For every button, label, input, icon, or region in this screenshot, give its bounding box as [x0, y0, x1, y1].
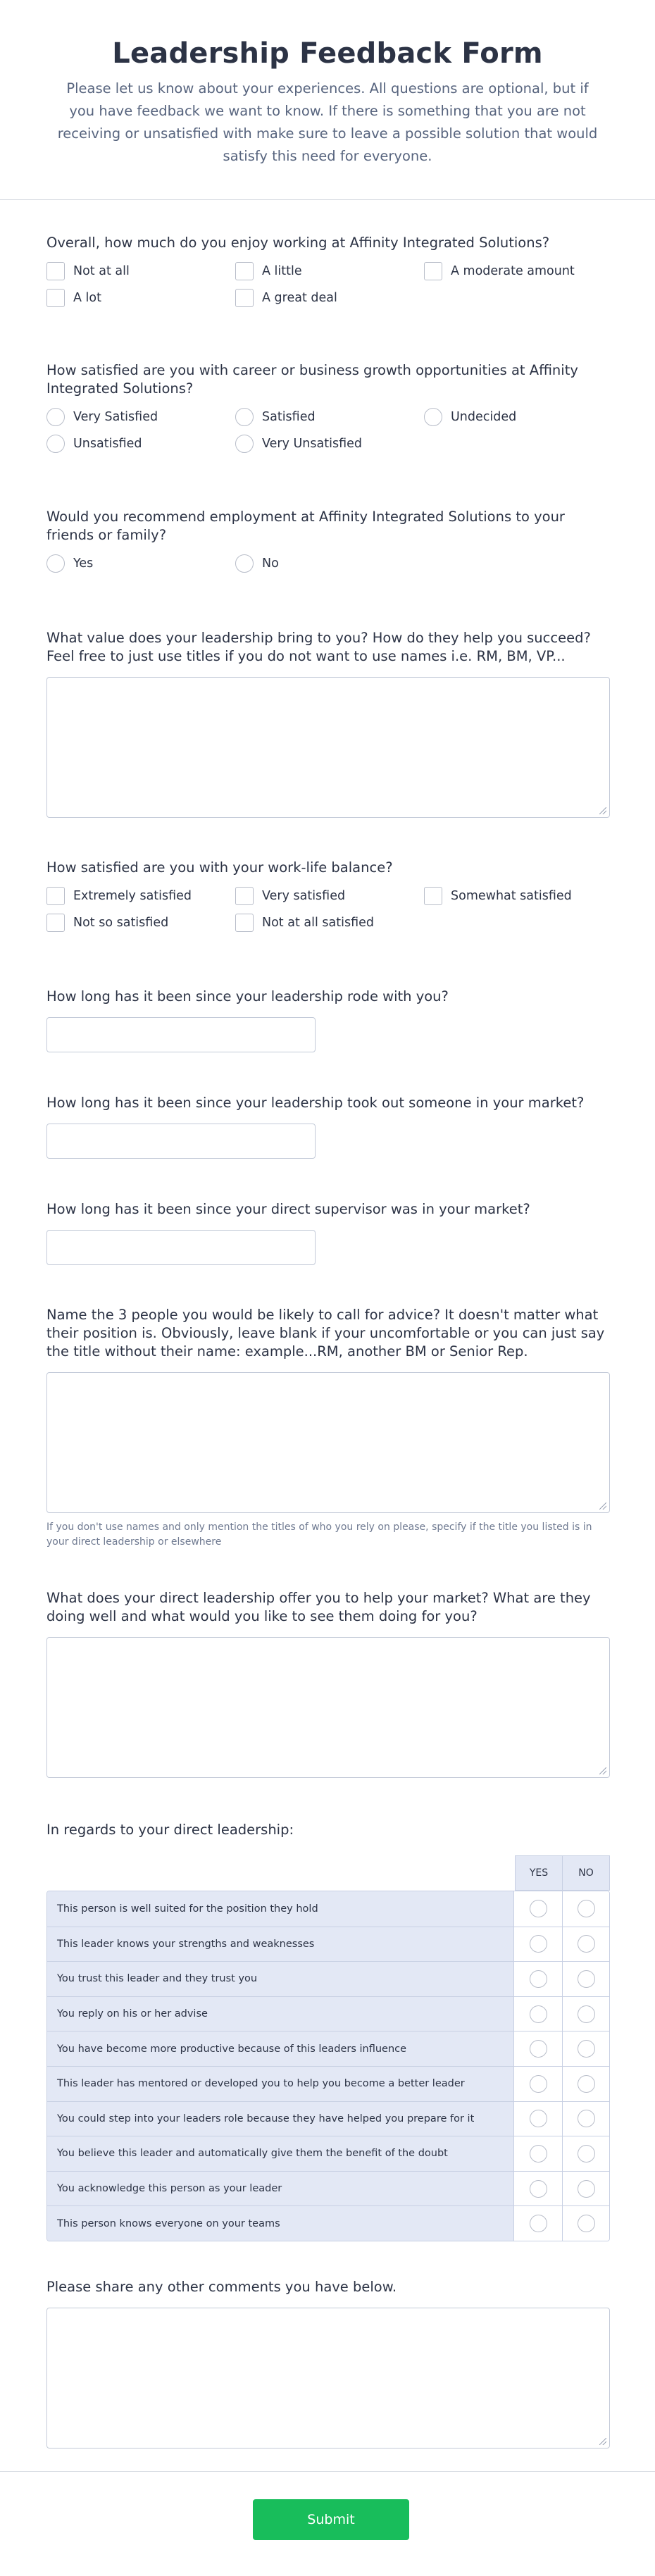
matrix-row	[47, 2101, 609, 2136]
radio[interactable]	[424, 408, 442, 426]
checkbox[interactable]	[46, 887, 65, 905]
no-cell[interactable]	[562, 2172, 609, 2206]
radio-group	[46, 408, 610, 453]
column-yes: YES	[515, 1855, 563, 1891]
yes-cell[interactable]	[514, 1997, 562, 2031]
column-no: NO	[563, 1855, 610, 1891]
question-label: In regards to your direct leadership:	[46, 1822, 294, 1838]
radio[interactable]	[235, 554, 254, 573]
question-label: Name the 3 people you would be likely to call for advice? It doesn't matter what their position is. Obviously, leave blank if your uncomfortable or you can just say the title without their name: example...RM, another BM or Senior Rep.	[46, 1307, 605, 1359]
yes-cell[interactable]	[514, 1962, 562, 1996]
matrix-row	[47, 2136, 609, 2171]
checkbox-group	[46, 887, 610, 932]
radio[interactable]	[578, 2180, 595, 2198]
question-leadership-rode-with-you	[46, 988, 610, 1052]
option-yes[interactable]: Yes	[46, 554, 235, 573]
option-satisfied[interactable]: Satisfied	[235, 408, 424, 426]
question-label: What does your direct leadership offer you to help your market? What are they doing well and what would you like to see them doing for you?	[46, 1590, 591, 1624]
question-label: How satisfied are you with career or business growth opportunities at Affinity Integrated Solutions?	[46, 362, 578, 397]
no-cell[interactable]	[562, 2206, 609, 2241]
checkbox[interactable]	[235, 887, 254, 905]
radio-group	[46, 554, 610, 573]
matrix-row-label: You have become more productive because of this leaders influence	[47, 2031, 514, 2066]
checkbox[interactable]	[235, 289, 254, 307]
option-very-satisfied[interactable]: Very satisfied	[235, 887, 424, 905]
no-cell[interactable]	[562, 1891, 609, 1927]
checkbox[interactable]	[235, 914, 254, 932]
yes-cell[interactable]	[514, 2172, 562, 2206]
radio[interactable]	[578, 2215, 595, 2232]
supervisor-in-market-input[interactable]	[46, 1230, 316, 1265]
radio[interactable]	[235, 408, 254, 426]
question-leadership-value	[46, 629, 610, 818]
radio[interactable]	[530, 2040, 547, 2058]
option-not-at-all-satisfied[interactable]: Not at all satisfied	[235, 914, 424, 932]
matrix-row-label: This person is well suited for the position they hold	[47, 1891, 514, 1927]
question-work-life-balance	[46, 859, 610, 932]
radio[interactable]	[578, 2145, 595, 2163]
checkbox[interactable]	[46, 914, 65, 932]
checkbox[interactable]	[424, 262, 442, 280]
no-cell[interactable]	[562, 1997, 609, 2031]
checkbox[interactable]	[46, 289, 65, 307]
option-a-lot[interactable]: A lot	[46, 289, 235, 307]
radio[interactable]	[530, 2110, 547, 2127]
radio[interactable]	[530, 1900, 547, 1917]
radio[interactable]	[46, 408, 65, 426]
question-label: Would you recommend employment at Affinity Integrated Solutions to your friends or family?	[46, 509, 565, 543]
matrix-header	[46, 1855, 610, 1891]
radio[interactable]	[578, 2075, 595, 2093]
option-a-moderate-amount[interactable]: A moderate amount	[424, 262, 610, 280]
matrix-row	[47, 1996, 609, 2031]
radio[interactable]	[578, 2005, 595, 2023]
matrix-row-label: This leader knows your strengths and weaknesses	[47, 1927, 514, 1962]
radio[interactable]	[46, 554, 65, 573]
question-leadership-took-out-someone	[46, 1094, 610, 1159]
option-no[interactable]: No	[235, 554, 424, 573]
question-recommend-employment	[46, 508, 610, 573]
radio[interactable]	[235, 435, 254, 453]
question-label: How long has it been since your direct supervisor was in your market?	[46, 1201, 530, 1217]
leadership-rode-input[interactable]	[46, 1017, 316, 1052]
no-cell[interactable]	[562, 2102, 609, 2136]
no-cell[interactable]	[562, 2031, 609, 2066]
radio[interactable]	[46, 435, 65, 453]
matrix-row-label: You reply on his or her advise	[47, 1997, 514, 2031]
matrix-row	[47, 2205, 609, 2241]
question-other-comments	[46, 2278, 610, 2449]
yes-cell[interactable]	[514, 2206, 562, 2241]
radio[interactable]	[578, 1935, 595, 1953]
question-hint: If you don't use names and only mention the titles of who you rely on please, specify if the title you listed is in your direct leadership or elsewhere	[46, 1522, 592, 1548]
radio[interactable]	[530, 1970, 547, 1988]
leadership-value-textarea[interactable]	[46, 677, 610, 818]
yes-cell[interactable]	[514, 1891, 562, 1927]
option-undecided[interactable]: Undecided	[424, 408, 610, 426]
matrix-row-label: You trust this leader and they trust you	[47, 1962, 514, 1996]
yes-cell[interactable]	[514, 2067, 562, 2101]
option-a-little[interactable]: A little	[235, 262, 424, 280]
radio[interactable]	[578, 2110, 595, 2127]
radio[interactable]	[578, 1900, 595, 1917]
advice-people-textarea[interactable]	[46, 1372, 610, 1513]
question-growth-opportunities	[46, 361, 610, 453]
checkbox[interactable]	[46, 262, 65, 280]
radio[interactable]	[530, 2215, 547, 2232]
form-footer	[0, 2471, 655, 2576]
form-title: Leadership Feedback Form	[112, 37, 543, 70]
resize-handle-icon[interactable]	[599, 2438, 606, 2445]
option-somewhat-satisfied[interactable]: Somewhat satisfied	[424, 887, 610, 905]
matrix-row	[47, 2066, 609, 2101]
option-a-great-deal[interactable]: A great deal	[235, 289, 424, 307]
option-very-unsatisfied[interactable]: Very Unsatisfied	[235, 435, 424, 453]
matrix-row	[47, 2171, 609, 2206]
question-direct-leadership-matrix	[46, 1821, 610, 1839]
checkbox[interactable]	[424, 887, 442, 905]
option-unsatisfied[interactable]: Unsatisfied	[46, 435, 235, 453]
question-label: How long has it been since your leadership took out someone in your market?	[46, 1095, 585, 1111]
form-header	[0, 0, 655, 200]
option-not-at-all[interactable]: Not at all	[46, 262, 235, 280]
matrix-rows	[46, 1891, 610, 2241]
no-cell[interactable]	[562, 2136, 609, 2171]
question-label: What value does your leadership bring to you? How do they help you succeed? Feel free to just use titles if you do not want to use names i.e. RM, BM, VP...	[46, 630, 591, 664]
yes-cell[interactable]	[514, 1927, 562, 1962]
question-label: Overall, how much do you enjoy working at Affinity Integrated Solutions?	[46, 235, 550, 251]
matrix-row-label: This leader has mentored or developed you to help you become a better leader	[47, 2067, 514, 2101]
matrix-row	[47, 2031, 609, 2066]
leadership-took-out-input[interactable]	[46, 1124, 316, 1159]
no-cell[interactable]	[562, 1962, 609, 1996]
submit-button[interactable]: Submit	[253, 2499, 409, 2540]
matrix-row	[47, 1961, 609, 1996]
resize-handle-icon[interactable]	[599, 1767, 606, 1774]
radio[interactable]	[530, 1935, 547, 1953]
matrix-row	[47, 1891, 609, 1927]
matrix-row-label: You believe this leader and automatically give them the benefit of the doubt	[47, 2136, 514, 2171]
checkbox[interactable]	[235, 262, 254, 280]
radio[interactable]	[530, 2075, 547, 2093]
question-label: How satisfied are you with your work-life balance?	[46, 859, 393, 876]
checkbox-group	[46, 262, 610, 307]
radio[interactable]	[530, 2005, 547, 2023]
radio[interactable]	[578, 1970, 595, 1988]
yes-cell[interactable]	[514, 2136, 562, 2171]
question-label: Please share any other comments you have below.	[46, 2279, 397, 2295]
question-direct-leadership-offer	[46, 1589, 610, 1778]
option-very-satisfied[interactable]: Very Satisfied	[46, 408, 235, 426]
no-cell[interactable]	[562, 2067, 609, 2101]
resize-handle-icon[interactable]	[599, 807, 606, 814]
matrix-row-label: This person knows everyone on your teams	[47, 2206, 514, 2241]
leadership-matrix	[46, 1855, 610, 2241]
option-extremely-satisfied[interactable]: Extremely satisfied	[46, 887, 235, 905]
question-enjoy-working	[46, 234, 610, 307]
form-description: Please let us know about your experiences. All questions are optional, but if you have feedback we want to know. If there is something that you are not receiving or unsatisfied with make sure to leave a possible solution that would satisfy this need for everyone.	[57, 80, 598, 164]
resize-handle-icon[interactable]	[599, 1502, 606, 1510]
matrix-row	[47, 1927, 609, 1962]
radio[interactable]	[530, 2180, 547, 2198]
matrix-row-label: You could step into your leaders role because they have helped you prepare for it	[47, 2102, 514, 2136]
question-advice-people	[46, 1306, 610, 1550]
other-comments-textarea[interactable]	[46, 2308, 610, 2449]
direct-leadership-offer-textarea[interactable]	[46, 1637, 610, 1778]
matrix-row-label: You acknowledge this person as your leader	[47, 2172, 514, 2206]
radio[interactable]	[530, 2145, 547, 2163]
radio[interactable]	[578, 2040, 595, 2058]
question-label: How long has it been since your leadership rode with you?	[46, 988, 449, 1004]
no-cell[interactable]	[562, 1927, 609, 1962]
yes-cell[interactable]	[514, 2102, 562, 2136]
question-supervisor-in-market	[46, 1200, 610, 1265]
option-not-so-satisfied[interactable]: Not so satisfied	[46, 914, 235, 932]
yes-cell[interactable]	[514, 2031, 562, 2066]
